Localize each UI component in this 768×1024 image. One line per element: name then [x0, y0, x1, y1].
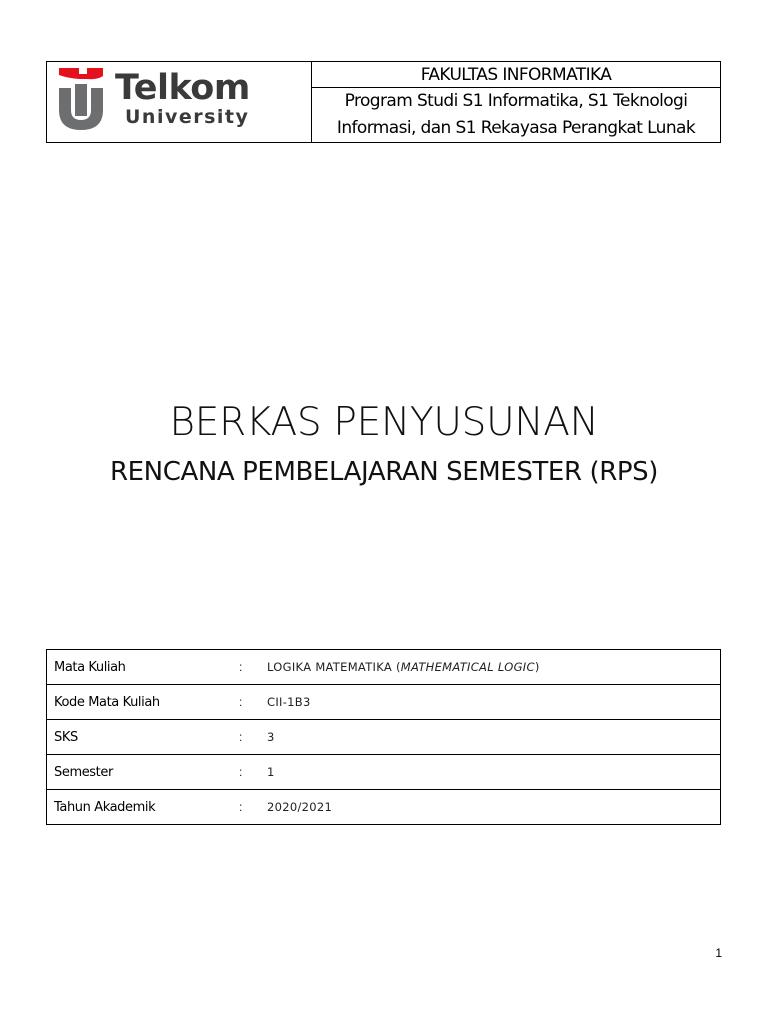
telkom-university-logo-icon [57, 66, 105, 132]
table-row [47, 650, 721, 685]
row-separator: : [239, 790, 267, 825]
row-label: Kode Mata Kuliah [47, 685, 240, 720]
document-title: BERKAS PENYUSUNAN [169, 400, 599, 445]
logo-word-telkom: Telkom [115, 68, 250, 108]
course-name-english: MATHEMATICAL LOGIC [400, 660, 535, 674]
logo-word-university: University [125, 106, 250, 128]
document-subtitle: RENCANA PEMBELAJARAN SEMESTER (RPS) [109, 457, 659, 487]
course-name-suffix: ) [534, 660, 540, 674]
faculty-name: FAKULTAS INFORMATIKA [312, 62, 720, 88]
row-separator: : [239, 650, 267, 685]
row-separator: : [239, 685, 267, 720]
course-info-table [46, 649, 721, 825]
page-number: 1 [715, 946, 722, 960]
course-name-prefix: LOGIKA MATEMATIKA ( [267, 660, 401, 674]
header-table [46, 61, 721, 143]
table-row [47, 790, 721, 825]
row-separator: : [239, 755, 267, 790]
programs-line-1: Program Studi S1 Informatika, S1 Teknologi [344, 91, 688, 111]
programs-line-2: Informasi, dan S1 Rekayasa Perangkat Lunak [336, 118, 696, 138]
row-label: Mata Kuliah [47, 650, 240, 685]
row-label: SKS [47, 720, 240, 755]
table-row [47, 755, 721, 790]
row-label: Semester [47, 755, 240, 790]
logo-cell [47, 62, 312, 142]
row-value: 3 [267, 720, 721, 755]
row-value [267, 650, 721, 685]
table-row [47, 685, 721, 720]
faculty-cell [312, 62, 720, 142]
table-row [47, 720, 721, 755]
row-value: CII-1B3 [267, 685, 721, 720]
row-value: 2020/2021 [267, 790, 721, 825]
row-label: Tahun Akademik [47, 790, 240, 825]
faculty-programs [312, 88, 720, 142]
row-separator: : [239, 720, 267, 755]
row-value: 1 [267, 755, 721, 790]
